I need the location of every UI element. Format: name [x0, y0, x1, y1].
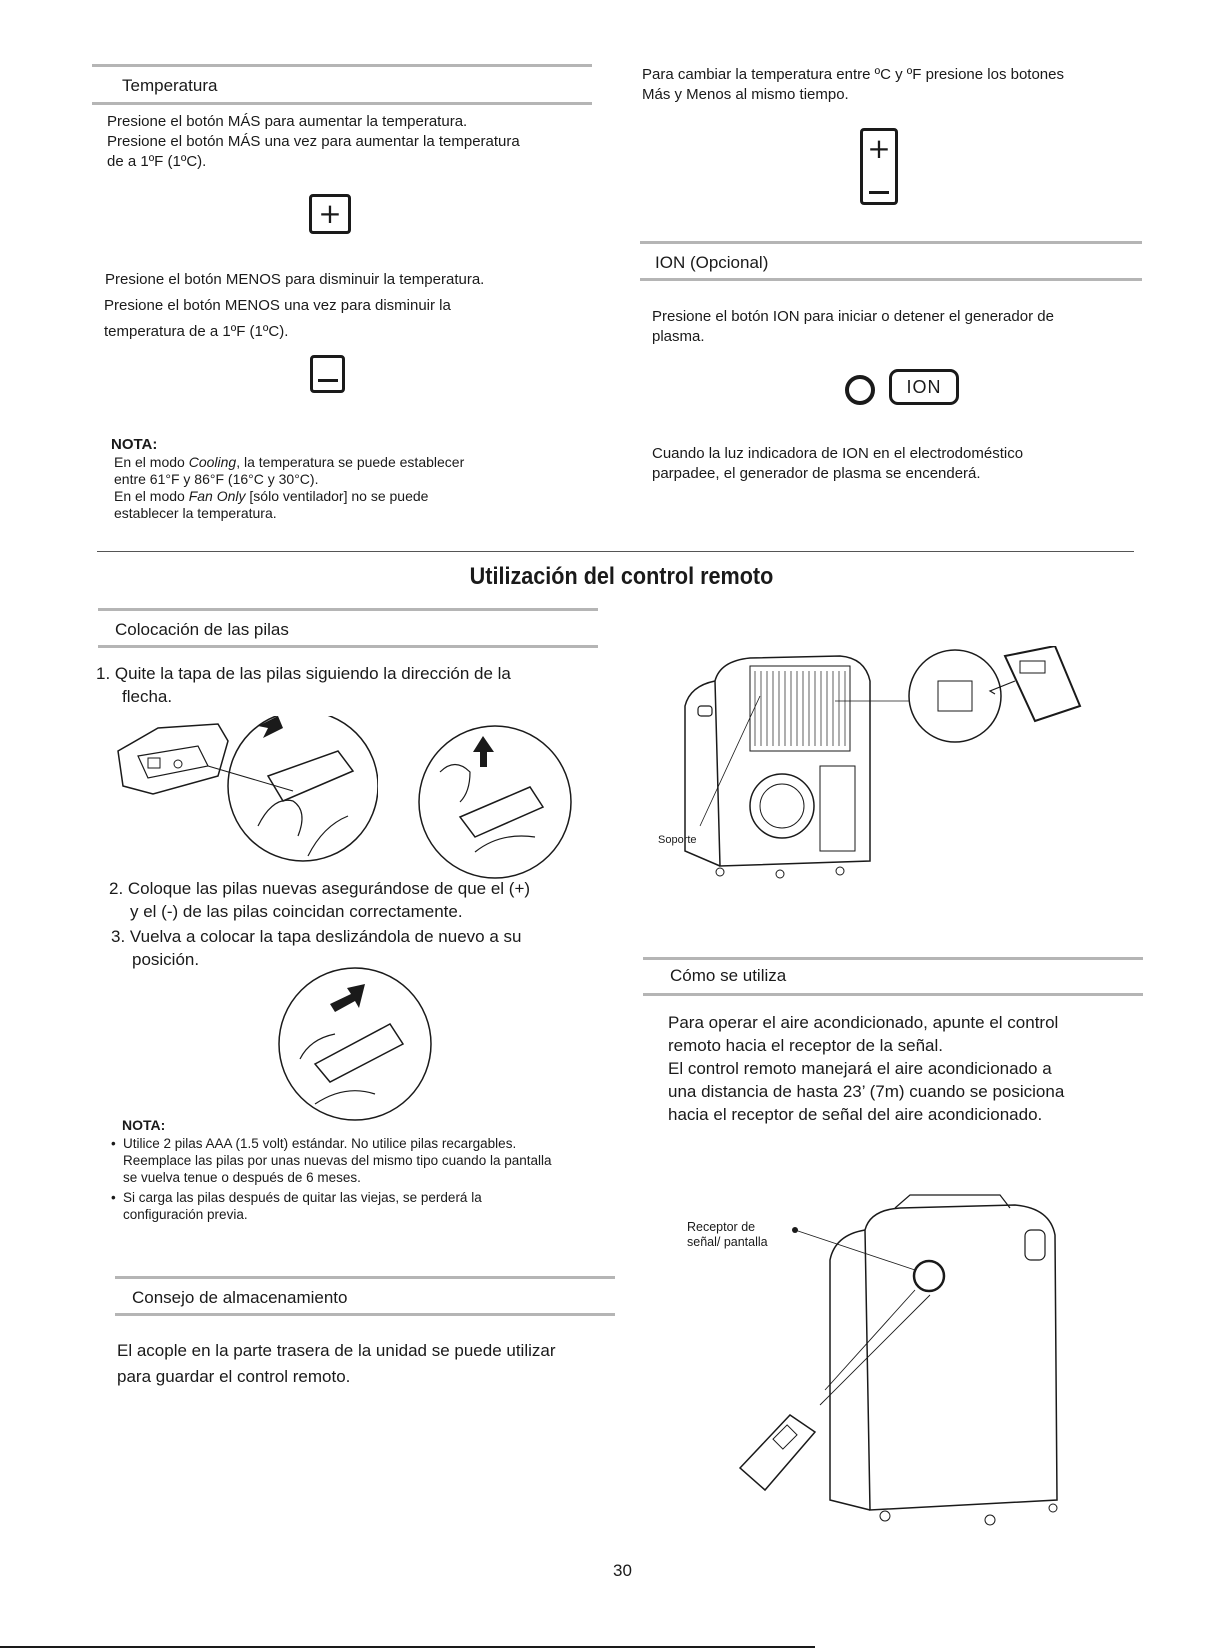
como-rule-top	[643, 957, 1143, 960]
mas-text-3: de a 1ºF (1ºC).	[107, 153, 207, 170]
ion-button-label: ION	[906, 376, 942, 397]
step-2-line-1: 2. Coloque las pilas nuevas asegurándose de que el (+)	[109, 879, 531, 898]
pilas-title: Colocación de las pilas	[115, 620, 289, 639]
ion-indicator-icon	[845, 375, 875, 405]
replace-cover-illustration	[275, 964, 435, 1124]
temperatura-rule-top	[92, 64, 592, 67]
plus-key	[309, 194, 351, 234]
como-text-4: una distancia de hasta 23’ (7m) cuando se posiciona	[668, 1082, 1065, 1101]
plus-icon: +	[318, 197, 342, 230]
step-3-line-2: posición.	[132, 950, 200, 969]
step-1-line-2: flecha.	[122, 687, 173, 706]
main-divider	[97, 551, 1134, 552]
soporte-label: Soporte	[658, 834, 697, 846]
unit-rear-illustration	[660, 646, 1120, 906]
nota-1-line-3: En el modo Fan Only [sólo ventilador] no se puede	[114, 488, 429, 504]
page-number: 30	[613, 1561, 632, 1580]
plus-icon: +	[867, 132, 891, 165]
cover-lifted-illustration	[415, 722, 575, 882]
menos-text-3: temperatura de a 1ºF (1ºC).	[104, 323, 289, 340]
bottom-edge-rule	[0, 1646, 815, 1648]
menos-text-2: Presione el botón MENOS una vez para disminuir la	[104, 297, 451, 314]
como-title: Cómo se utiliza	[670, 966, 787, 985]
nota-2-b2-line-1: Si carga las pilas después de quitar las viejas, se perderá la	[123, 1190, 482, 1205]
bullet-icon: •	[111, 1190, 116, 1205]
ion-rule-top	[640, 241, 1142, 244]
ion-text-1: Presione el botón ION para iniciar o detener el generador de	[652, 308, 1054, 325]
nota-1-line-2: entre 61°F y 86°F (16°C y 30°C).	[114, 471, 319, 487]
step-1-line-1: 1. Quite la tapa de las pilas siguiendo la dirección de la	[96, 664, 511, 683]
bullet-icon: •	[111, 1136, 116, 1151]
nota-2-label: NOTA:	[122, 1117, 166, 1133]
nota-2-b2-line-2: configuración previa.	[123, 1207, 248, 1222]
almacenamiento-rule-bottom	[115, 1313, 615, 1316]
step-2-line-2: y el (-) de las pilas coincidan correctamente.	[130, 902, 463, 921]
nota-1	[111, 436, 464, 522]
pilas-rule-bottom	[98, 645, 598, 648]
cf-text-2: Más y Menos al mismo tiempo.	[642, 86, 849, 103]
receptor-label-line-2: señal/ pantalla	[687, 1235, 768, 1249]
almacenamiento-text-1: El acople en la parte trasera de la unidad se puede utilizar	[117, 1341, 556, 1360]
ion-button	[889, 369, 959, 405]
ion-text-2: plasma.	[652, 328, 705, 345]
receptor-label-line-1: Receptor de	[687, 1220, 756, 1234]
ion-title: ION (Opcional)	[655, 253, 769, 272]
nota-2-b1-line-3: se vuelva tenue o después de 6 meses.	[123, 1170, 361, 1185]
como-text-3: El control remoto manejará el aire acondicionado a	[668, 1059, 1052, 1078]
minus-icon	[869, 191, 889, 194]
remove-cover-illustration	[108, 716, 378, 886]
como-text-1: Para operar el aire acondicionado, apunte el control	[668, 1013, 1059, 1032]
nota-1-line-1: En el modo Cooling, la temperatura se puede establecer	[114, 454, 465, 470]
almacenamiento-text-2: para guardar el control remoto.	[117, 1367, 351, 1386]
ion-rule-bottom	[640, 278, 1142, 281]
nota-2	[118, 1117, 165, 1137]
almacenamiento-rule-top	[115, 1276, 615, 1279]
unit-front-illustration	[735, 1190, 1095, 1550]
nota-2-bullet-2	[111, 1189, 482, 1223]
nota-1-label: NOTA:	[111, 436, 158, 453]
minus-icon	[318, 379, 338, 382]
menos-text-1: Presione el botón MENOS para disminuir la temperatura.	[105, 271, 485, 288]
ion-indicator-text-2: parpadee, el generador de plasma se encenderá.	[652, 465, 981, 482]
nota-2-b1-line-2: Reemplace las pilas por unas nuevas del mismo tipo cuando la pantalla	[123, 1153, 552, 1168]
nota-2-b1-line-1: Utilice 2 pilas AAA (1.5 volt) estándar. No utilice pilas recargables.	[123, 1136, 517, 1151]
temperatura-rule-bottom	[92, 102, 592, 105]
plus-minus-key	[860, 128, 898, 205]
temperatura-title: Temperatura	[122, 76, 218, 95]
mas-text-2: Presione el botón MÁS una vez para aumentar la temperatura	[107, 133, 520, 150]
nota-2-bullet-1	[111, 1135, 552, 1186]
receptor-label	[687, 1220, 768, 1250]
cf-text-1: Para cambiar la temperatura entre ºC y ºF presione los botones	[642, 66, 1064, 83]
step-3-line-1: 3. Vuelva a colocar la tapa deslizándola de nuevo a su	[111, 927, 522, 946]
minus-key	[310, 355, 345, 393]
como-text-5: hacia el receptor de señal del aire acondicionado.	[668, 1105, 1043, 1124]
como-text-2: remoto hacia el receptor de la señal.	[668, 1036, 943, 1055]
pilas-rule-top	[98, 608, 598, 611]
main-heading: Utilización del control remoto	[469, 563, 774, 590]
ion-indicator-text-1: Cuando la luz indicadora de ION en el electrodoméstico	[652, 445, 1024, 462]
nota-1-line-4: establecer la temperatura.	[114, 505, 277, 521]
almacenamiento-title: Consejo de almacenamiento	[132, 1288, 348, 1307]
como-rule-bottom	[643, 993, 1143, 996]
mas-text-1: Presione el botón MÁS para aumentar la temperatura.	[107, 113, 468, 130]
